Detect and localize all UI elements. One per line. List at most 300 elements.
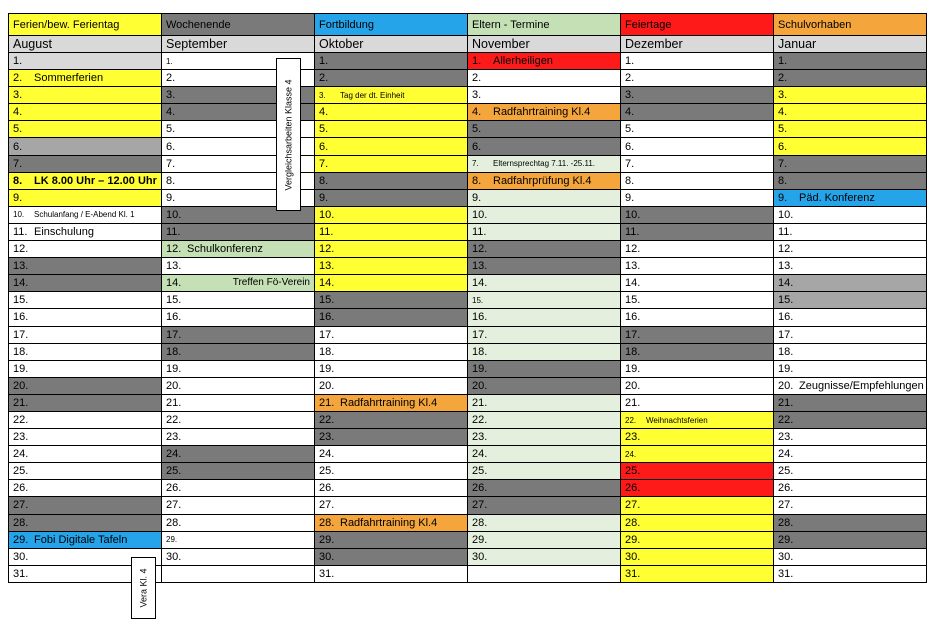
day-number: 4. bbox=[472, 106, 482, 119]
day-number: 16. bbox=[472, 311, 488, 324]
day-number: 26. bbox=[319, 482, 335, 495]
day-cell-december bbox=[621, 377, 774, 394]
calendar-day-row bbox=[9, 309, 927, 326]
day-number: 13. bbox=[472, 260, 488, 273]
day-number: 24. bbox=[166, 448, 182, 461]
day-number: 25. bbox=[13, 465, 29, 478]
day-cell-september bbox=[162, 326, 315, 343]
event-label: Allerheiligen bbox=[493, 55, 553, 68]
day-number: 29. bbox=[166, 535, 178, 545]
day-number: 29. bbox=[319, 533, 335, 546]
day-cell-august bbox=[9, 411, 162, 428]
day-number: 8. bbox=[778, 174, 788, 187]
day-number: 8. bbox=[625, 174, 635, 187]
day-number: 15. bbox=[778, 294, 794, 307]
day-cell-september bbox=[162, 394, 315, 411]
day-number: 30. bbox=[625, 550, 641, 563]
day-cell-september bbox=[162, 497, 315, 514]
calendar-day-row bbox=[9, 138, 927, 155]
day-cell-january bbox=[774, 104, 927, 121]
day-number: 2. bbox=[13, 72, 23, 85]
day-cell-january bbox=[774, 411, 927, 428]
day-number: 16. bbox=[166, 311, 182, 324]
day-number: 24. bbox=[625, 449, 637, 459]
calendar-day-row bbox=[9, 189, 927, 206]
day-cell-august bbox=[9, 155, 162, 172]
day-cell-october bbox=[315, 309, 468, 326]
day-cell-december bbox=[621, 360, 774, 377]
day-number: 23. bbox=[625, 431, 641, 444]
day-number: 14. bbox=[625, 277, 641, 290]
day-cell-october bbox=[315, 446, 468, 463]
note-comparison-tests bbox=[276, 58, 301, 211]
day-number: 23. bbox=[13, 431, 29, 444]
day-number: 9. bbox=[472, 191, 482, 204]
day-number: 30. bbox=[166, 550, 182, 563]
day-cell-november bbox=[468, 548, 621, 565]
day-number: 4. bbox=[13, 106, 23, 119]
day-number: 18. bbox=[778, 345, 794, 358]
event-label: Radfahrprüfung Kl.4 bbox=[493, 174, 592, 187]
day-cell-august bbox=[9, 258, 162, 275]
day-number: 1. bbox=[13, 55, 23, 68]
day-number: 26. bbox=[472, 482, 488, 495]
day-cell-august bbox=[9, 53, 162, 70]
day-cell-december bbox=[621, 446, 774, 463]
day-cell-january bbox=[774, 429, 927, 446]
day-number: 22. bbox=[319, 414, 335, 427]
day-number: 31. bbox=[13, 567, 29, 580]
day-number: 19. bbox=[319, 362, 335, 375]
day-cell-october bbox=[315, 531, 468, 548]
day-number: 24. bbox=[778, 448, 794, 461]
day-number: 17. bbox=[319, 328, 335, 341]
day-cell-january bbox=[774, 565, 927, 582]
day-number: 28. bbox=[472, 516, 488, 529]
day-cell-november bbox=[468, 292, 621, 309]
day-cell-december bbox=[621, 429, 774, 446]
day-number: 14. bbox=[778, 277, 794, 290]
day-number: 26. bbox=[166, 482, 182, 495]
day-cell-january bbox=[774, 326, 927, 343]
day-number: 15. bbox=[319, 294, 335, 307]
day-number: 26. bbox=[778, 482, 794, 495]
event-label: Radfahrtraining Kl.4 bbox=[493, 106, 591, 119]
day-cell-september bbox=[162, 565, 315, 582]
day-number: 29. bbox=[625, 533, 641, 546]
day-cell-august bbox=[9, 480, 162, 497]
day-cell-august bbox=[9, 514, 162, 531]
day-number: 7. bbox=[319, 157, 329, 170]
day-cell-august bbox=[9, 172, 162, 189]
note-vera bbox=[131, 557, 156, 619]
day-number: 7. bbox=[13, 157, 23, 170]
calendar-day-row bbox=[9, 206, 927, 223]
day-number: 21. bbox=[166, 396, 182, 409]
day-cell-november bbox=[468, 565, 621, 582]
day-number: 3. bbox=[319, 90, 326, 100]
calendar-day-row bbox=[9, 514, 927, 531]
legend-holidays: Ferien/bew. Ferientag bbox=[9, 14, 162, 36]
calendar-day-row bbox=[9, 531, 927, 548]
day-number: 30. bbox=[13, 550, 29, 563]
day-number: 18. bbox=[472, 345, 488, 358]
day-number: 1. bbox=[625, 55, 635, 68]
day-cell-november bbox=[468, 394, 621, 411]
day-number: 16. bbox=[778, 311, 794, 324]
day-cell-september bbox=[162, 275, 315, 292]
day-number: 2. bbox=[625, 72, 635, 85]
day-cell-december bbox=[621, 241, 774, 258]
day-number: 1. bbox=[472, 55, 482, 68]
day-cell-october bbox=[315, 87, 468, 104]
day-cell-december bbox=[621, 275, 774, 292]
day-cell-october bbox=[315, 172, 468, 189]
day-cell-september bbox=[162, 343, 315, 360]
day-number: 12. bbox=[625, 243, 641, 256]
day-cell-november bbox=[468, 121, 621, 138]
day-cell-january bbox=[774, 189, 927, 206]
calendar-day-row bbox=[9, 377, 927, 394]
day-number: 23. bbox=[166, 431, 182, 444]
day-number: 22. bbox=[472, 414, 488, 427]
day-cell-october bbox=[315, 292, 468, 309]
day-cell-september bbox=[162, 514, 315, 531]
day-number: 28. bbox=[319, 516, 335, 529]
day-cell-october bbox=[315, 429, 468, 446]
day-number: 12. bbox=[778, 243, 794, 256]
day-cell-october bbox=[315, 411, 468, 428]
day-cell-november bbox=[468, 480, 621, 497]
event-label-right: Treffen Fö-Verein bbox=[232, 277, 310, 289]
day-number: 17. bbox=[778, 328, 794, 341]
day-number: 19. bbox=[166, 362, 182, 375]
day-number: 7. bbox=[625, 157, 635, 170]
day-number: 18. bbox=[13, 345, 29, 358]
day-number: 10. bbox=[319, 208, 335, 221]
calendar-day-row bbox=[9, 155, 927, 172]
day-cell-september bbox=[162, 241, 315, 258]
day-number: 27. bbox=[778, 499, 794, 512]
day-number: 8. bbox=[319, 174, 329, 187]
day-number: 6. bbox=[778, 140, 788, 153]
day-cell-october bbox=[315, 53, 468, 70]
day-cell-january bbox=[774, 497, 927, 514]
day-cell-august bbox=[9, 429, 162, 446]
day-number: 7. bbox=[472, 159, 479, 169]
event-label: Zeugnisse/Empfehlungen bbox=[799, 379, 924, 392]
day-number: 4. bbox=[166, 106, 176, 119]
day-cell-january bbox=[774, 87, 927, 104]
calendar-day-row bbox=[9, 223, 927, 240]
day-number: 12. bbox=[472, 243, 488, 256]
day-number: 17. bbox=[625, 328, 641, 341]
event-label: Radfahrtraining Kl.4 bbox=[340, 516, 438, 529]
day-cell-january bbox=[774, 121, 927, 138]
day-number: 22. bbox=[13, 414, 29, 427]
day-cell-october bbox=[315, 241, 468, 258]
day-cell-november bbox=[468, 223, 621, 240]
day-number: 19. bbox=[778, 362, 794, 375]
day-number: 2. bbox=[472, 72, 482, 85]
day-cell-december bbox=[621, 565, 774, 582]
calendar-day-row bbox=[9, 104, 927, 121]
day-number: 16. bbox=[625, 311, 641, 324]
day-number: 30. bbox=[319, 550, 335, 563]
day-number: 5. bbox=[778, 123, 788, 136]
day-cell-september bbox=[162, 411, 315, 428]
day-cell-november bbox=[468, 206, 621, 223]
day-cell-december bbox=[621, 189, 774, 206]
calendar-day-row bbox=[9, 429, 927, 446]
note-vera-label: Vera Kl. 4 bbox=[138, 568, 149, 608]
calendar-day-row bbox=[9, 497, 927, 514]
calendar-day-row bbox=[9, 446, 927, 463]
day-number: 10. bbox=[472, 208, 488, 221]
event-label: LK 8.00 Uhr – 12.00 Uhr bbox=[34, 174, 157, 187]
day-number: 18. bbox=[166, 345, 182, 358]
day-number: 29. bbox=[13, 533, 29, 546]
day-cell-december bbox=[621, 514, 774, 531]
day-cell-december bbox=[621, 292, 774, 309]
day-number: 9. bbox=[13, 191, 23, 204]
day-number: 13. bbox=[319, 260, 335, 273]
day-number: 23. bbox=[778, 431, 794, 444]
day-number: 9. bbox=[166, 191, 176, 204]
day-cell-november bbox=[468, 360, 621, 377]
day-cell-september bbox=[162, 463, 315, 480]
month-header-august: August bbox=[9, 36, 162, 53]
day-number: 25. bbox=[319, 465, 335, 478]
day-number: 11. bbox=[166, 225, 181, 238]
legend-school-projects: Schulvorhaben bbox=[774, 14, 927, 36]
day-cell-december bbox=[621, 53, 774, 70]
day-number: 21. bbox=[625, 396, 641, 409]
day-number: 21. bbox=[319, 396, 335, 409]
day-number: 21. bbox=[472, 396, 488, 409]
calendar-day-row bbox=[9, 87, 927, 104]
day-cell-september bbox=[162, 531, 315, 548]
day-number: 20. bbox=[13, 379, 29, 392]
day-number: 13. bbox=[625, 260, 641, 273]
day-number: 2. bbox=[319, 72, 329, 85]
day-cell-november bbox=[468, 429, 621, 446]
day-number: 24. bbox=[319, 448, 335, 461]
calendar-day-row bbox=[9, 326, 927, 343]
day-cell-october bbox=[315, 138, 468, 155]
day-number: 22. bbox=[778, 414, 794, 427]
day-cell-december bbox=[621, 223, 774, 240]
day-cell-august bbox=[9, 394, 162, 411]
day-cell-august bbox=[9, 87, 162, 104]
day-number: 3. bbox=[13, 89, 23, 102]
calendar-day-row bbox=[9, 121, 927, 138]
day-number: 27. bbox=[625, 499, 641, 512]
calendar-day-row bbox=[9, 480, 927, 497]
event-label: Tag der dt. Einheit bbox=[340, 90, 405, 100]
day-cell-september bbox=[162, 377, 315, 394]
day-number: 3. bbox=[472, 89, 482, 102]
day-cell-january bbox=[774, 70, 927, 87]
day-number: 19. bbox=[13, 362, 29, 375]
calendar-day-row bbox=[9, 172, 927, 189]
day-cell-august bbox=[9, 223, 162, 240]
day-number: 9. bbox=[319, 191, 329, 204]
day-number: 10. bbox=[13, 210, 25, 220]
day-cell-november bbox=[468, 70, 621, 87]
day-cell-december bbox=[621, 206, 774, 223]
day-cell-december bbox=[621, 172, 774, 189]
day-cell-december bbox=[621, 121, 774, 138]
day-cell-august bbox=[9, 189, 162, 206]
day-cell-august bbox=[9, 275, 162, 292]
day-cell-january bbox=[774, 360, 927, 377]
day-number: 26. bbox=[625, 482, 641, 495]
event-label: Sommerferien bbox=[34, 72, 104, 85]
day-number: 3. bbox=[778, 89, 788, 102]
day-number: 20. bbox=[472, 379, 488, 392]
day-cell-december bbox=[621, 531, 774, 548]
day-number: 23. bbox=[472, 431, 488, 444]
day-cell-november bbox=[468, 241, 621, 258]
day-cell-august bbox=[9, 121, 162, 138]
day-cell-september bbox=[162, 480, 315, 497]
day-cell-january bbox=[774, 343, 927, 360]
day-cell-january bbox=[774, 548, 927, 565]
day-cell-october bbox=[315, 104, 468, 121]
day-number: 16. bbox=[13, 311, 29, 324]
day-number: 9. bbox=[778, 191, 788, 204]
day-number: 7. bbox=[166, 157, 176, 170]
day-number: 5. bbox=[166, 123, 176, 136]
day-number: 17. bbox=[13, 328, 29, 341]
day-cell-january bbox=[774, 138, 927, 155]
day-cell-september bbox=[162, 309, 315, 326]
day-cell-december bbox=[621, 326, 774, 343]
day-number: 29. bbox=[778, 533, 794, 546]
month-header-september: September bbox=[162, 36, 315, 53]
day-number: 31. bbox=[625, 567, 641, 580]
day-number: 12. bbox=[13, 243, 29, 256]
calendar-day-row bbox=[9, 275, 927, 292]
day-cell-november bbox=[468, 155, 621, 172]
day-number: 20. bbox=[778, 379, 794, 392]
day-cell-november bbox=[468, 309, 621, 326]
day-cell-january bbox=[774, 309, 927, 326]
day-cell-january bbox=[774, 53, 927, 70]
day-cell-december bbox=[621, 87, 774, 104]
school-year-calendar bbox=[8, 13, 927, 583]
legend-training: Fortbildung bbox=[315, 14, 468, 36]
day-cell-december bbox=[621, 155, 774, 172]
day-number: 1. bbox=[778, 55, 788, 68]
day-cell-january bbox=[774, 480, 927, 497]
day-cell-november bbox=[468, 138, 621, 155]
day-cell-september bbox=[162, 360, 315, 377]
day-cell-october bbox=[315, 326, 468, 343]
day-cell-january bbox=[774, 463, 927, 480]
day-cell-october bbox=[315, 377, 468, 394]
day-cell-august bbox=[9, 497, 162, 514]
day-number: 10. bbox=[166, 208, 182, 221]
month-header-november: November bbox=[468, 36, 621, 53]
legend-public-holidays: Feiertage bbox=[621, 14, 774, 36]
day-number: 13. bbox=[166, 260, 182, 273]
day-cell-august bbox=[9, 463, 162, 480]
event-label: Schulkonferenz bbox=[187, 243, 263, 256]
day-number: 24. bbox=[13, 448, 29, 461]
day-cell-november bbox=[468, 326, 621, 343]
day-number: 4. bbox=[625, 106, 635, 119]
day-number: 11. bbox=[778, 225, 793, 238]
event-label: Radfahrtraining Kl.4 bbox=[340, 396, 438, 409]
day-cell-august bbox=[9, 531, 162, 548]
day-cell-september bbox=[162, 258, 315, 275]
day-cell-november bbox=[468, 258, 621, 275]
day-cell-august bbox=[9, 326, 162, 343]
event-label: Elternsprechtag 7.11. -25.11. bbox=[493, 159, 595, 169]
day-cell-october bbox=[315, 121, 468, 138]
day-number: 28. bbox=[625, 516, 641, 529]
day-number: 5. bbox=[472, 123, 482, 136]
month-header-row bbox=[9, 36, 927, 53]
day-cell-august bbox=[9, 104, 162, 121]
day-cell-december bbox=[621, 480, 774, 497]
day-number: 24. bbox=[472, 448, 488, 461]
day-number: 31. bbox=[778, 567, 794, 580]
day-cell-october bbox=[315, 70, 468, 87]
day-number: 25. bbox=[625, 465, 641, 478]
calendar-day-row bbox=[9, 411, 927, 428]
day-cell-august bbox=[9, 377, 162, 394]
day-cell-january bbox=[774, 223, 927, 240]
day-number: 21. bbox=[13, 396, 29, 409]
day-cell-december bbox=[621, 343, 774, 360]
event-label: Schulanfang / E-Abend Kl. 1 bbox=[34, 210, 135, 220]
day-number: 3. bbox=[625, 89, 635, 102]
calendar-day-row bbox=[9, 360, 927, 377]
day-cell-january bbox=[774, 292, 927, 309]
calendar-day-row bbox=[9, 343, 927, 360]
day-cell-september bbox=[162, 446, 315, 463]
day-number: 29. bbox=[472, 533, 488, 546]
day-cell-december bbox=[621, 70, 774, 87]
day-number: 6. bbox=[13, 140, 23, 153]
day-cell-january bbox=[774, 531, 927, 548]
day-cell-january bbox=[774, 275, 927, 292]
day-cell-december bbox=[621, 309, 774, 326]
day-number: 15. bbox=[472, 295, 484, 305]
day-number: 28. bbox=[778, 516, 794, 529]
day-cell-november bbox=[468, 189, 621, 206]
day-cell-november bbox=[468, 531, 621, 548]
day-cell-january bbox=[774, 172, 927, 189]
day-cell-november bbox=[468, 87, 621, 104]
event-label: Päd. Konferenz bbox=[799, 191, 875, 204]
day-number: 5. bbox=[319, 123, 329, 136]
day-cell-august bbox=[9, 309, 162, 326]
day-cell-october bbox=[315, 548, 468, 565]
day-number: 14. bbox=[13, 277, 29, 290]
day-number: 14. bbox=[166, 277, 182, 290]
day-number: 4. bbox=[778, 106, 788, 119]
day-cell-october bbox=[315, 189, 468, 206]
day-number: 6. bbox=[319, 140, 329, 153]
day-cell-october bbox=[315, 463, 468, 480]
calendar-day-row bbox=[9, 70, 927, 87]
day-cell-november bbox=[468, 497, 621, 514]
day-cell-december bbox=[621, 411, 774, 428]
